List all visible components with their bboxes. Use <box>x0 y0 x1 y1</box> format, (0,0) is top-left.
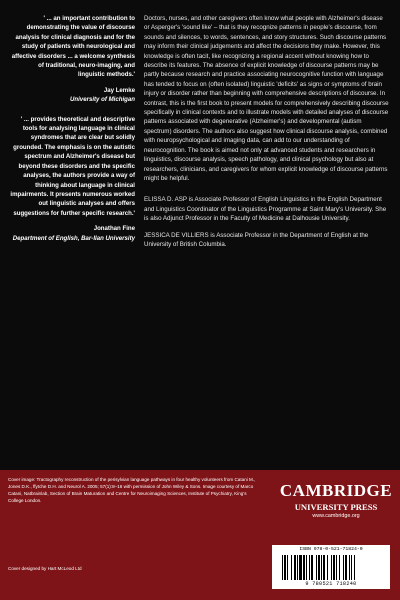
barcode-box <box>272 545 390 589</box>
author-bio: JESSICA DE VILLIERS is Associate Professor in the Department of English at the University of British Columbia. <box>144 231 369 248</box>
endorser-affiliation: Department of English, Bar-Ilan University <box>12 234 135 242</box>
publisher-name: CAMBRIDGE <box>279 481 393 500</box>
endorser-name: Jonathan Fine <box>93 225 135 233</box>
endorsement-quote: ' ... provides theoretical and descriptive tools for analysing language in clinical syndromes that are clear but solidly grounded. The emphasis is on the autistic spectrum and Alzheimer's disease but beyond these disorders and the specific analyses, the authors provide a way of thinking about language in clinical impairments. It presents numerous worked out linguistic analyses and offers suggestions for further specific research.' <box>10 115 135 217</box>
cover-design-credit: Cover designed by Hart McLeod Ltd <box>8 566 82 571</box>
author-bio: ELISSA D. ASP is Associate Professor of English Linguistics in the English Department and Linguistics Coordinator of the Linguistics Programme at Saint Mary's University. She is also Adjunct Professor in the Faculty of Medicine at Dalhousie University. <box>144 196 387 223</box>
publisher-subname: UNIVERSITY PRESS <box>294 502 378 512</box>
barcode-number: 9 780521 718240 <box>305 581 357 587</box>
cover-credits: Cover image: Tractography reconstruction of the perisylvian language pathways in four healthy volunteers from Catani M., Jones D.K., ffytche D.H. and Neurol A. 2005; 57(1):8–16 with permission of John Wiley & Sons. Image courtesy of Marco Catani, Natbrainlab, Section of Brain Maturation and Centre for Neuroimaging Sciences, Institute of Psychiatry, King's College London. <box>8 477 256 504</box>
endorsement-quote: ' ... an important contribution to demonstrating the value of discourse analysis for clinical diagnosis and for the study of patients with neurological and affective disorders ... a welcome synthesis of traditional, neuro-imaging, and linguistic methods.' <box>11 15 135 79</box>
publisher-logo <box>278 481 394 519</box>
endorsements-column <box>10 14 135 253</box>
description-column <box>144 14 390 256</box>
footer-band <box>0 470 400 600</box>
endorser-affiliation: University of Michigan <box>69 96 135 104</box>
book-description: Doctors, nurses, and other caregivers often know what people with Alzheimer's disease or Asperger's 'sound like' – that is they recognize patterns in people's discourse, from sounds and silences, to words, sentences, and story structures. Such discourse patterns may inform their clinical judgements and affect the decisions they make. However, this knowledge is often tacit, like recognizing a regional accent without knowing how to describe its features. The absence of explicit knowledge of discourse patterns may be partly because research and practice associating neurocognitive function with language has tended to focus on (often isolated) linguistic 'deficits' as signs or symptoms of brain injury or disorder rather than beginning with comprehensive descriptions of discourse. In contrast, this is the first book to present models for comprehensively describing discourse specifically in clinical contexts and to illustrate models with detailed analyses of discourse patterns associated with degenerative (Alzheimer's) and developmental (autism spectrum) disorders. The authors also suggest how clinical discourse analysis, combined with neuropsychological and imaging data, can add to our understanding of neurocognition. The book is aimed not only at advanced students and researchers in linguistics, discourse analysis, speech pathology, and clinical psychology but also at researchers, clinicians, and caregivers for whom explicit knowledge of discourse patterns might be helpful. <box>144 15 389 182</box>
isbn-label: ISBN 978-0-521-71824-0 <box>299 547 363 552</box>
endorser-name: Jay Lemke <box>103 86 135 94</box>
barcode-icon <box>282 555 380 580</box>
publisher-url: www.cambridge.org <box>312 513 360 519</box>
